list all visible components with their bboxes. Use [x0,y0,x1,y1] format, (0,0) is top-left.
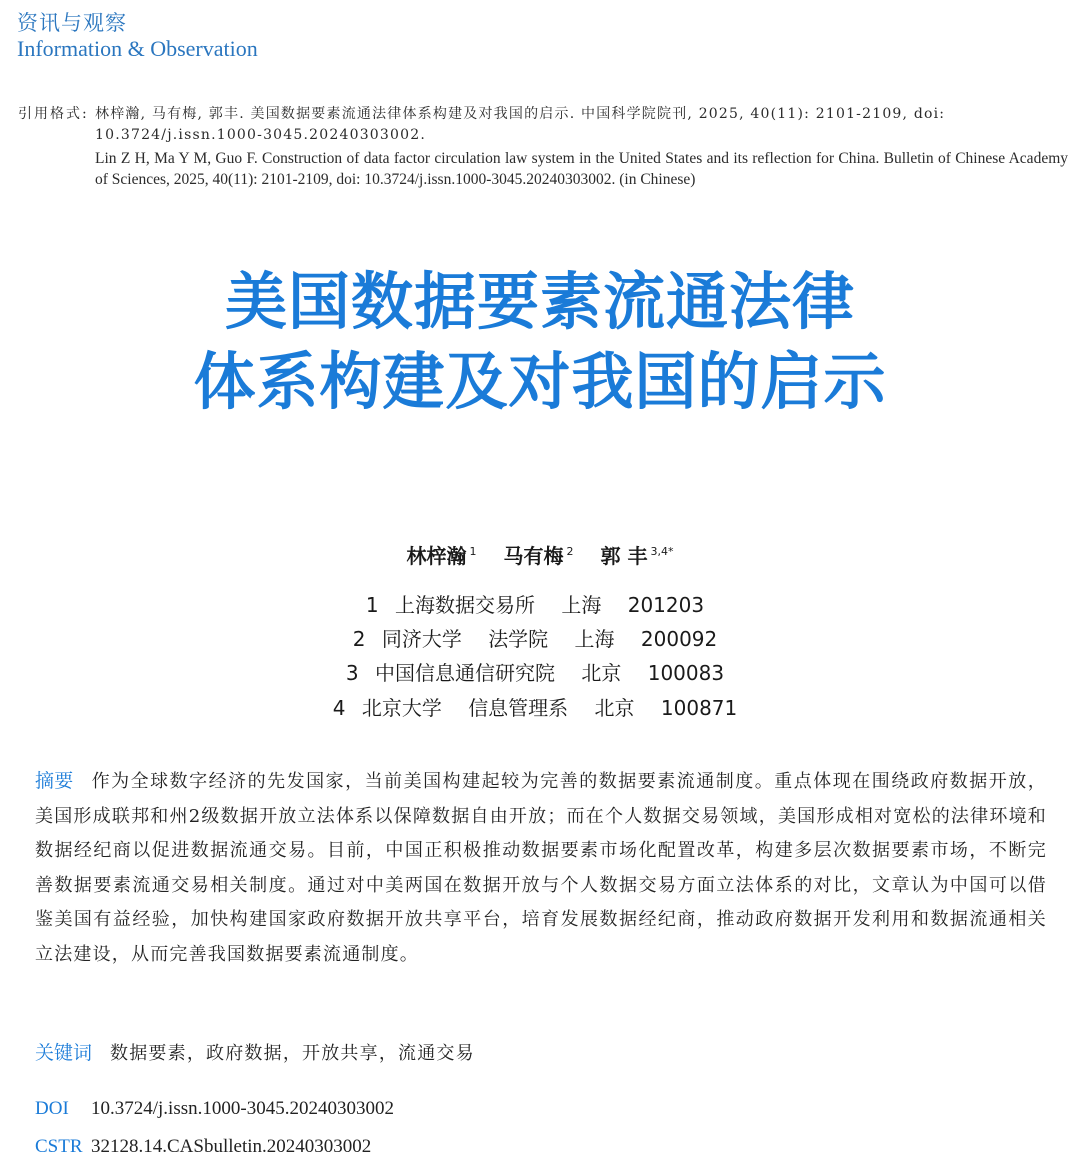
citation-chinese: 林梓瀚, 马有梅, 郭丰. 美国数据要素流通法律体系构建及对我国的启示. 中国科学院院刊, 2025, 40(11): 2101-2109, doi: 10.3724/j.issn.1000-3045.20240303002. [95,106,946,143]
affiliation-city: 上海 [574,627,615,651]
affiliation-city: 北京 [581,661,622,685]
affiliation-dept: 法学院 [488,627,549,651]
author-name: 郭 丰 [600,544,648,568]
affiliation-number: 4 [332,696,346,720]
abstract-label: 摘要 [35,770,74,792]
affiliation [0,692,1080,721]
author-affiliation-mark: 1 [469,545,477,559]
affiliation-zip: 201203 [627,593,705,617]
affiliation-zip: 100083 [647,661,725,685]
abstract [35,764,1047,972]
author [407,544,477,568]
author-list [0,540,1080,569]
keywords [35,1038,475,1065]
doi-line [35,1098,394,1120]
paper-title-line-2: 体系构建及对我国的启示 [193,345,887,418]
paper-title-line-1: 美国数据要素流通法律 [224,265,855,338]
affiliation-number: 2 [352,627,366,651]
keywords-label: 关键词 [35,1042,93,1064]
affiliation-zip: 200092 [640,627,718,651]
affiliation-org: 北京大学 [361,696,442,720]
citation-block [18,104,1068,190]
affiliation [0,623,1080,652]
doi-label: DOI [35,1098,69,1119]
author-affiliation-mark: 2 [566,545,574,559]
citation-english: Lin Z H, Ma Y M, Guo F. Construction of data factor circulation law system in the United States and its reflection for China. Bulletin of Chinese Academy of Sciences, 2025, 40(11): 2101-2109, doi: 10.3724/j.issn.1000-3045.20240303002. (in Chinese) [95,150,1068,188]
citation-label: 引用格式: [18,106,89,122]
author-affiliation-mark: 3,4* [650,545,674,559]
affiliation-zip: 100871 [660,696,738,720]
abstract-text: 作为全球数字经济的先发国家，当前美国构建起较为完善的数据要素流通制度。重点体现在围绕政府数据开放，美国形成联邦和州2级数据开放立法体系以保障数据自由开放；而在个人数据交易领域，美国形成相对宽松的法律环境和数据经纪商以促进数据流通交易。目前，中国正积极推动数据要素市场化配置改革，构建多层次数据要素市场，不断完善数据要素流通交易相关制度。通过对中美两国在数据开放与个人数据交易方面立法体系的对比，文章认为中国可以借鉴美国有益经验，加快构建国家政府数据开放共享平台，培育发展数据经纪商，推动政府数据开发利用和数据流通相关立法建设，从而完善我国数据要素流通制度。 [35,771,1047,965]
affiliation-org: 同济大学 [381,627,462,651]
affiliation [0,589,1080,618]
affiliation-org: 中国信息通信研究院 [375,661,555,685]
affiliation-city: 北京 [594,696,635,720]
cstr-value: 32128.14.CASbulletin.20240303002 [91,1136,372,1157]
affiliation-city: 上海 [561,593,602,617]
author-name: 马有梅 [503,544,564,568]
section-label-english: Information & Observation [17,36,258,61]
cstr-label: CSTR [35,1136,83,1157]
paper-title [0,262,1080,422]
author-name: 林梓瀚 [406,544,467,568]
doi-value[interactable]: 10.3724/j.issn.1000-3045.20240303002 [91,1098,394,1119]
affiliation-number: 3 [345,661,359,685]
cstr-line [35,1136,371,1158]
affiliation-dept: 信息管理系 [468,696,569,720]
author [504,544,574,568]
affiliation-org: 上海数据交易所 [395,593,535,617]
keywords-text: 数据要素，政府数据，开放共享，流通交易 [110,1043,475,1064]
affiliation [0,657,1080,686]
affiliation-number: 1 [365,593,379,617]
section-label-chinese: 资讯与观察 [17,11,127,35]
author [600,544,673,568]
